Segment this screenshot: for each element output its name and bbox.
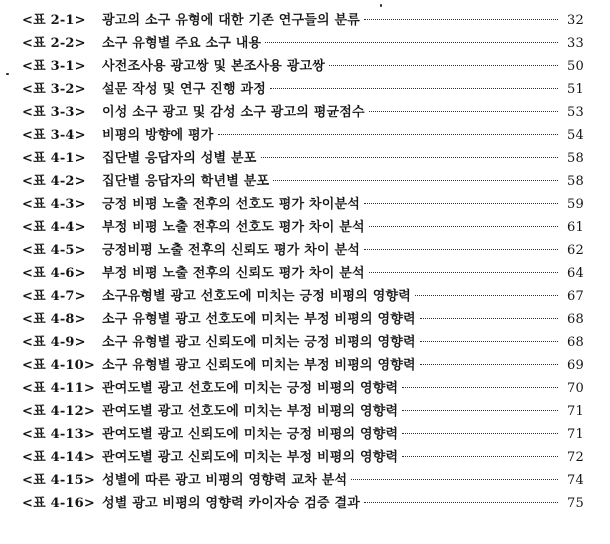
dot-leader — [420, 364, 558, 365]
dot-leader — [402, 410, 558, 411]
dot-leader — [369, 226, 558, 227]
toc-title: 관여도별 광고 선호도에 미치는 긍정 비평의 영향력 — [102, 381, 399, 396]
toc-page-number: 32 — [567, 13, 584, 28]
toc-page-number: 70 — [567, 381, 584, 396]
toc-entry — [22, 262, 584, 285]
toc-title: 관여도별 광고 신뢰도에 미치는 긍정 비평의 영향력 — [102, 427, 399, 442]
toc-entry — [22, 55, 584, 78]
toc-entry — [22, 308, 584, 331]
toc-page-number: 53 — [567, 105, 584, 120]
dot-leader — [402, 456, 558, 457]
toc-label: <표 2-2> — [22, 36, 86, 51]
dot-leader — [364, 502, 558, 503]
toc-title: 긍정비평 노출 전후의 신뢰도 평가 차이 분석 — [102, 243, 360, 258]
toc-page-number: 64 — [567, 266, 584, 281]
dot-leader — [402, 387, 558, 388]
toc-label: <표 4-2> — [22, 174, 86, 189]
toc-label: <표 4-1> — [22, 151, 86, 166]
toc-title: 설문 작성 및 연구 진행 과정 — [102, 82, 266, 97]
toc-entry — [22, 400, 584, 423]
toc-title: 집단별 응답자의 성별 분포 — [102, 151, 257, 166]
toc-label: <표 3-4> — [22, 128, 86, 143]
dot-leader — [270, 88, 558, 89]
toc-title: 소구 유형별 광고 신뢰도에 미치는 긍정 비평의 영향력 — [102, 335, 416, 350]
toc-title: 성별 광고 비평의 영향력 카이자승 검증 결과 — [102, 496, 360, 511]
toc-title: 관여도별 광고 선호도에 미치는 부정 비평의 영향력 — [102, 404, 399, 419]
toc-entry — [22, 492, 584, 515]
toc-label: <표 2-1> — [22, 13, 86, 28]
table-of-contents — [22, 9, 584, 515]
dot-leader — [415, 295, 558, 296]
toc-entry — [22, 423, 584, 446]
toc-page-number: 68 — [567, 312, 584, 327]
dot-leader — [420, 318, 558, 319]
scan-speck — [6, 73, 9, 75]
toc-entry — [22, 147, 584, 170]
toc-title: 긍정 비평 노출 전후의 선호도 평가 차이분석 — [102, 197, 360, 212]
toc-entry — [22, 469, 584, 492]
toc-entry — [22, 285, 584, 308]
toc-label: <표 4-9> — [22, 335, 86, 350]
dot-leader — [369, 272, 558, 273]
toc-entry — [22, 216, 584, 239]
toc-label: <표 4-5> — [22, 243, 86, 258]
toc-title: 비평의 방향에 평가 — [102, 128, 214, 143]
toc-label: <표 3-3> — [22, 105, 86, 120]
toc-label: <표 4-10> — [22, 358, 96, 373]
toc-label: <표 3-1> — [22, 59, 86, 74]
dot-leader — [402, 433, 558, 434]
toc-label: <표 4-3> — [22, 197, 86, 212]
toc-page-number: 68 — [567, 335, 584, 350]
toc-page-number: 58 — [567, 174, 584, 189]
toc-title: 부정 비평 노출 전후의 신뢰도 평가 차이 분석 — [102, 266, 365, 281]
dot-leader — [364, 19, 558, 20]
dot-leader — [364, 249, 558, 250]
toc-title: 소구 유형별 주요 소구 내용 — [102, 36, 262, 51]
dot-leader — [369, 111, 558, 112]
toc-page-number: 71 — [567, 404, 584, 419]
dot-leader — [265, 42, 558, 43]
dot-leader — [351, 479, 558, 480]
toc-label: <표 4-6> — [22, 266, 86, 281]
toc-page-number: 54 — [567, 128, 584, 143]
toc-title: 부정 비평 노출 전후의 선호도 평가 차이 분석 — [102, 220, 365, 235]
toc-page-number: 59 — [567, 197, 584, 212]
dot-leader — [329, 65, 558, 66]
toc-label: <표 4-11> — [22, 381, 96, 396]
toc-title: 사전조사용 광고쌍 및 본조사용 광고쌍 — [102, 59, 326, 74]
toc-label: <표 4-12> — [22, 404, 96, 419]
toc-title: 관여도별 광고 신뢰도에 미치는 부정 비평의 영향력 — [102, 450, 399, 465]
toc-page-number: 33 — [567, 36, 584, 51]
toc-entry — [22, 193, 584, 216]
toc-title: 성별에 따른 광고 비평의 영향력 교차 분석 — [102, 473, 348, 488]
toc-page-number: 75 — [567, 496, 584, 511]
toc-title: 소구 유형별 광고 선호도에 미치는 부정 비평의 영향력 — [102, 312, 416, 327]
dot-leader — [364, 203, 558, 204]
toc-label: <표 4-16> — [22, 496, 96, 511]
toc-entry — [22, 32, 584, 55]
dot-leader — [261, 157, 558, 158]
toc-page-number: 71 — [567, 427, 584, 442]
toc-title: 소구유형별 광고 선호도에 미치는 긍정 비평의 영향력 — [102, 289, 412, 304]
toc-entry — [22, 446, 584, 469]
toc-label: <표 4-15> — [22, 473, 96, 488]
toc-entry — [22, 377, 584, 400]
toc-entry — [22, 101, 584, 124]
toc-page-number: 50 — [567, 59, 584, 74]
toc-entry — [22, 354, 584, 377]
toc-title: 소구 유형별 광고 신뢰도에 미치는 부정 비평의 영향력 — [102, 358, 416, 373]
toc-entry — [22, 331, 584, 354]
toc-label: <표 4-14> — [22, 450, 96, 465]
toc-entry — [22, 78, 584, 101]
toc-page-number: 69 — [567, 358, 584, 373]
toc-page-number: 62 — [567, 243, 584, 258]
toc-label: <표 3-2> — [22, 82, 86, 97]
toc-page-number: 51 — [567, 82, 584, 97]
toc-label: <표 4-4> — [22, 220, 86, 235]
toc-page-number: 61 — [567, 220, 584, 235]
toc-entry — [22, 9, 584, 32]
toc-title: 이성 소구 광고 및 감성 소구 광고의 평균점수 — [102, 105, 365, 120]
toc-page-number: 72 — [567, 450, 584, 465]
toc-page-number: 67 — [567, 289, 584, 304]
toc-page-number: 74 — [567, 473, 584, 488]
toc-page-number: 58 — [567, 151, 584, 166]
toc-entry — [22, 124, 584, 147]
toc-entry — [22, 170, 584, 193]
toc-label: <표 4-8> — [22, 312, 86, 327]
toc-title: 집단별 응답자의 학년별 분포 — [102, 174, 270, 189]
dot-leader — [420, 341, 558, 342]
dot-leader — [218, 134, 558, 135]
dot-leader — [273, 180, 558, 181]
toc-title: 광고의 소구 유형에 대한 기존 연구들의 분류 — [102, 13, 360, 28]
scan-speck — [380, 4, 382, 7]
toc-entry — [22, 239, 584, 262]
toc-label: <표 4-7> — [22, 289, 86, 304]
toc-label: <표 4-13> — [22, 427, 96, 442]
